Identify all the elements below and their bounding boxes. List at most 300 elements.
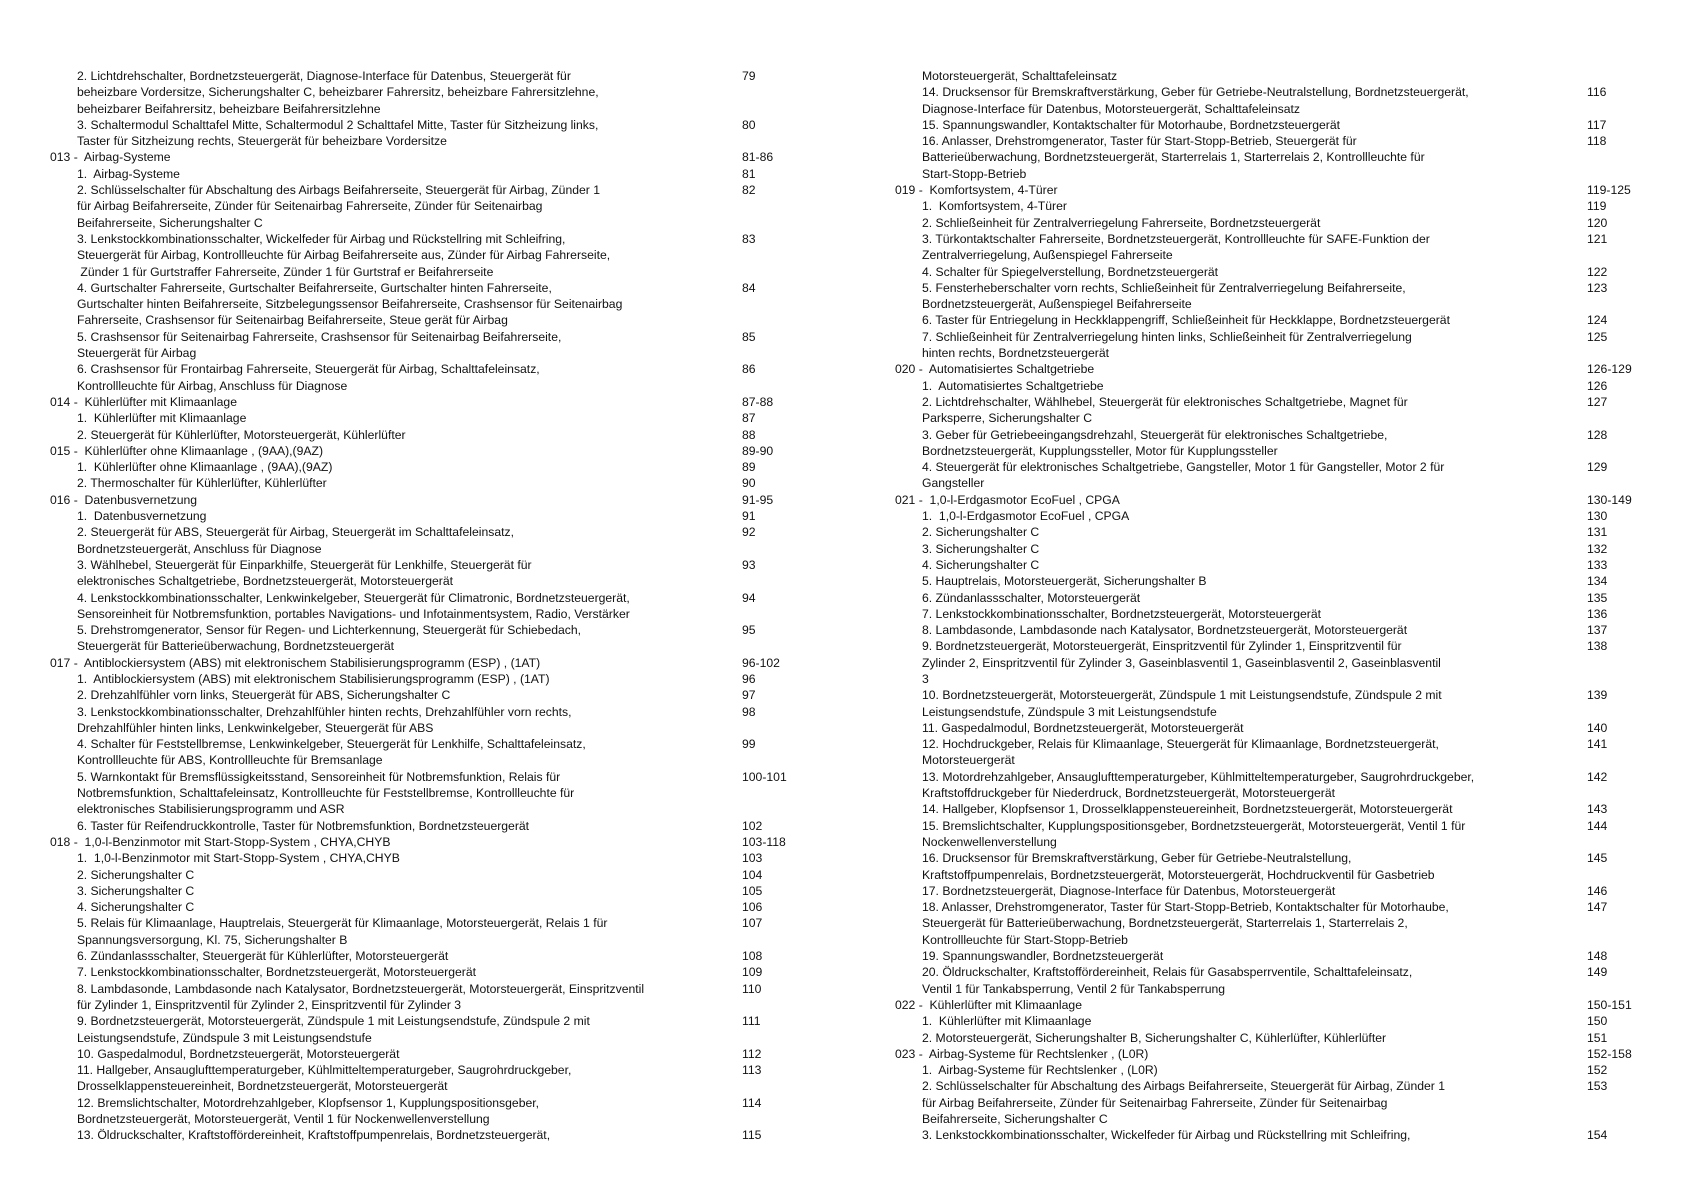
toc-entry (50, 117, 800, 150)
toc-entry (895, 394, 1645, 427)
toc-entry-text (50, 410, 740, 426)
toc-entry (895, 687, 1645, 720)
toc-page-number: 92 (742, 525, 756, 540)
toc-page-number: 154 (1587, 1128, 1608, 1143)
toc-entry-text (50, 769, 740, 818)
toc-entry-line: Parksperre, Sicherungshalter C (922, 411, 1093, 426)
toc-entry (50, 1062, 800, 1095)
toc-page-number: 127 (1587, 394, 1608, 409)
toc-entry-text (50, 557, 740, 590)
toc-entry-line: 1. Automatisiertes Schaltgetriebe (922, 378, 1104, 393)
toc-page-number: 141 (1587, 737, 1608, 752)
toc-page-number: 134 (1587, 574, 1608, 589)
toc-entry-line: 014 - Kühlerlüfter mit Klimaanlage (50, 394, 237, 409)
toc-entry (895, 1062, 1645, 1078)
toc-entry-text (50, 1013, 740, 1046)
toc-page-number: 89 (742, 460, 756, 475)
toc-entry-line: Nockenwellenverstellung (922, 834, 1057, 849)
toc-entry-text (895, 948, 1585, 964)
toc-page-number: 149 (1587, 965, 1608, 980)
toc-page-number: 88 (742, 427, 756, 442)
toc-entry-line: 4. Schalter für Feststellbremse, Lenkwinkelgeber, Steuergerät für Lenkhilfe, Schalttafeleinsatz, (77, 737, 586, 752)
toc-entry (50, 850, 800, 866)
toc-page-number: 132 (1587, 541, 1608, 556)
toc-entry-text (895, 801, 1585, 817)
toc-entry (895, 720, 1645, 736)
toc-entry-line: 15. Bremslichtschalter, Kupplungspositionsgeber, Bordnetzsteuergerät, Motorsteuergerät, Ventil 1 für (922, 818, 1466, 833)
toc-entry-text (895, 541, 1585, 557)
toc-entry-text (895, 590, 1585, 606)
toc-entry-line: 3. Lenkstockkombinationsschalter, Wickelfeder für Airbag und Rückstellring mit Schleifring, (77, 231, 566, 246)
toc-entry-line: Gangsteller (922, 476, 985, 491)
toc-entry-line: 1. 1,0-l-Erdgasmotor EcoFuel , CPGA (922, 509, 1130, 524)
toc-section-heading (50, 149, 800, 165)
toc-entry-line: Kontrollleuchte für Start-Stopp-Betrieb (922, 932, 1128, 947)
toc-entry-line: 2. Schlüsselschalter für Abschaltung des Airbags Beifahrerseite, Steuergerät für Airbag, Zünder 1 (77, 183, 601, 198)
toc-entry (895, 850, 1645, 883)
toc-entry-text (895, 769, 1585, 802)
toc-page-number: 147 (1587, 900, 1608, 915)
toc-entry-line: für Airbag Beifahrerseite, Zünder für Seitenairbag Fahrerseite, Zünder für Seitenairbag (77, 199, 543, 214)
toc-entry (50, 671, 800, 687)
toc-entry-line: hinten rechts, Bordnetzsteuergerät (922, 346, 1109, 361)
toc-entry-text (50, 427, 740, 443)
toc-page-number: 109 (742, 965, 763, 980)
toc-entry-line: für Airbag Beifahrerseite, Zünder für Seitenairbag Fahrerseite, Zünder für Seitenairbag (922, 1095, 1388, 1110)
toc-page-number: 115 (742, 1128, 762, 1143)
toc-entry-line: für Zylinder 1, Einspritzventil für Zylinder 2, Einspritzventil für Zylinder 3 (77, 997, 462, 1012)
toc-page-number: 99 (742, 737, 756, 752)
toc-page-number: 83 (742, 231, 756, 246)
toc-section-heading (50, 492, 800, 508)
toc-entry-text (895, 459, 1585, 492)
toc-entry-text (50, 883, 740, 899)
toc-page-number: 93 (742, 557, 756, 572)
toc-entry-line: Drosselklappensteuereinheit, Bordnetzsteuergerät, Motorsteuergerät (77, 1079, 448, 1094)
toc-page-number: 81-86 (742, 150, 774, 165)
toc-entry-line: Bordnetzsteuergerät, Motorsteuergerät, Ventil 1 für Nockenwellenverstellung (77, 1112, 490, 1126)
toc-entry-line: Beifahrerseite, Sicherungshalter C (922, 1112, 1108, 1126)
toc-entry-text (895, 1013, 1585, 1029)
toc-entry-line: 14. Hallgeber, Klopfsensor 1, Drosselklappensteuereinheit, Bordnetzsteuergerät, Motorsteuergerät (922, 802, 1453, 817)
toc-page-number: 82 (742, 183, 756, 198)
toc-page-number: 90 (742, 476, 756, 491)
toc-entry-text (895, 964, 1585, 997)
toc-page-number: 143 (1587, 802, 1608, 817)
toc-entry-line: 3. Sicherungshalter C (922, 541, 1040, 556)
toc-entry-text (895, 215, 1585, 231)
toc-entry (895, 573, 1645, 589)
toc-entry (895, 378, 1645, 394)
toc-entry-line: 13. Motordrehzahlgeber, Ansauglufttemperaturgeber, Kühlmitteltemperaturgeber, Saugrohrdruckgeber, (922, 769, 1475, 784)
toc-page-number: 136 (1587, 606, 1608, 621)
toc-entry-line: 017 - Antiblockiersystem (ABS) mit elektronischem Stabilisierungsprogramm (ESP) , (1AT) (50, 655, 541, 670)
toc-entry-line: 2. Sicherungshalter C (922, 525, 1040, 540)
toc-page-number: 150 (1587, 1014, 1608, 1029)
toc-entry-line: Motorsteuergerät, Schalttafeleinsatz (922, 69, 1118, 83)
toc-entry-text (50, 182, 740, 231)
toc-entry-line: 8. Lambdasonde, Lambdasonde nach Katalysator, Bordnetzsteuergerät, Motorsteuergerät (922, 623, 1408, 638)
toc-entry-line: 5. Hauptrelais, Motorsteuergerät, Sicherungshalter B (922, 574, 1207, 589)
toc-entry-text (50, 834, 740, 850)
toc-entry (895, 231, 1645, 264)
toc-entry (50, 361, 800, 394)
toc-entry-line: 6. Taster für Reifendruckkontrolle, Taster für Notbremsfunktion, Bordnetzsteuergerät (77, 818, 530, 833)
toc-entry-line: 1. Kühlerlüfter mit Klimaanlage (77, 411, 247, 426)
toc-entry-text (50, 149, 740, 165)
toc-entry-line: Notbremsfunktion, Schalttafeleinsatz, Kontrollleuchte für Feststellbremse, Kontrollleuchte für (77, 786, 575, 801)
toc-entry (50, 736, 800, 769)
toc-entry-line: Zünder 1 für Gurtstraffer Fahrerseite, Zünder 1 für Gurtstraf er Beifahrerseite (77, 264, 494, 279)
toc-page-number: 87 (742, 411, 756, 426)
toc-entry (50, 704, 800, 737)
toc-entry (50, 280, 800, 329)
toc-entry (895, 769, 1645, 802)
toc-entry-line: Ventil 1 für Tankabsperrung, Ventil 2 für Tankabsperrung (922, 981, 1226, 996)
toc-entry-line: Steuergerät für Airbag (77, 346, 197, 361)
toc-entry (50, 1095, 800, 1128)
toc-entry-line: 2. Schließeinheit für Zentralverriegelung Fahrerseite, Bordnetzsteuergerät (922, 215, 1321, 230)
toc-entry-text (895, 720, 1585, 736)
toc-entry (50, 329, 800, 362)
toc-page-number: 120 (1587, 215, 1608, 230)
toc-entry (50, 981, 800, 1014)
toc-page-number: 111 (742, 1014, 761, 1029)
toc-entry-text (50, 1095, 740, 1128)
toc-page-number: 98 (742, 704, 756, 719)
toc-section-heading (50, 655, 800, 671)
toc-entry (50, 590, 800, 623)
toc-entry-text (895, 850, 1585, 883)
toc-entry-text (50, 1046, 740, 1062)
toc-entry (50, 427, 800, 443)
toc-page-number: 128 (1587, 427, 1608, 442)
toc-entry-line: Fahrerseite, Crashsensor für Seitenairbag Beifahrerseite, Steue gerät für Airbag (77, 313, 508, 328)
toc-page-number: 152 (1587, 1063, 1608, 1078)
toc-entry (50, 475, 800, 491)
toc-entry (895, 606, 1645, 622)
toc-entry-text (895, 394, 1585, 427)
toc-entry (50, 769, 800, 818)
toc-section-heading (895, 182, 1645, 198)
toc-entry-line: 2. Motorsteuergerät, Sicherungshalter B, Sicherungshalter C, Kühlerlüfter, Kühlerlüfter (922, 1030, 1387, 1045)
toc-entry-text (50, 622, 740, 655)
toc-entry-line: Diagnose-Interface für Datenbus, Motorsteuergerät, Schalttafeleinsatz (922, 101, 1301, 116)
toc-entry-text (50, 443, 740, 459)
toc-entry-text (895, 361, 1585, 377)
toc-page-number: 130 (1587, 509, 1608, 524)
toc-page-number: 125 (1587, 329, 1608, 344)
toc-entry-line: 12. Bremslichtschalter, Motordrehzahlgeber, Klopfsensor 1, Kupplungspositionsgeber, (77, 1095, 540, 1110)
toc-entry-text (895, 638, 1585, 687)
toc-page-number: 106 (742, 900, 763, 915)
toc-entry-text (895, 198, 1585, 214)
toc-entry-line: 5. Fensterheberschalter vorn rechts, Schließeinheit für Zentralverriegelung Beifahrerseite, (922, 280, 1406, 295)
toc-entry (50, 948, 800, 964)
toc-page-number: 96-102 (742, 655, 780, 670)
toc-entry-text (50, 850, 740, 866)
toc-entry (50, 1013, 800, 1046)
toc-entry (895, 133, 1645, 182)
toc-entry-text (895, 573, 1585, 589)
toc-entry-line: 2. Lichtdrehschalter, Bordnetzsteuergerät, Diagnose-Interface für Datenbus, Steuergerät für (77, 69, 571, 83)
toc-entry (50, 867, 800, 883)
toc-entry-text (50, 736, 740, 769)
toc-entry (895, 1127, 1645, 1143)
toc-entry-line: 3. Geber für Getriebeeingangsdrehzahl, Steuergerät für elektronisches Schaltgetriebe, (922, 427, 1388, 442)
toc-entry (895, 590, 1645, 606)
toc-entry-line: 10. Gaspedalmodul, Bordnetzsteuergerät, Motorsteuergerät (77, 1046, 400, 1061)
toc-entry-text (50, 68, 740, 117)
toc-page-number: 100-101 (742, 769, 787, 784)
toc-entry (895, 68, 1645, 84)
toc-entry-line: Taster für Sitzheizung rechts, Steuergerät für beheizbare Vordersitze (77, 134, 447, 149)
toc-entry-line: 13. Öldruckschalter, Kraftstoffördereinheit, Kraftstoffpumpenrelais, Bordnetzsteuergerät, (77, 1128, 551, 1143)
toc-entry (50, 899, 800, 915)
toc-entry-line: Sensoreinheit für Notbremsfunktion, portables Navigations- und Infotainmentsystem, Radio, Verstärker (77, 606, 630, 621)
toc-page-number: 118 (1587, 134, 1607, 149)
toc-entry-text (895, 264, 1585, 280)
toc-entry (895, 557, 1645, 573)
toc-entry-line: 6. Crashsensor für Frontairbag Fahrerseite, Steuergerät für Airbag, Schalttafeleinsatz, (77, 362, 540, 377)
toc-entry-line: Zylinder 2, Einspritzventil für Zylinder 3, Gaseinblasventil 1, Gaseinblasventil 2, Gaseinblasventil (922, 655, 1441, 670)
toc-entry-text (895, 997, 1585, 1013)
toc-entry-text (895, 1046, 1585, 1062)
toc-page-number: 140 (1587, 720, 1608, 735)
toc-entry-text (50, 280, 740, 329)
toc-entry-line: Leistungsendstufe, Zündspule 3 mit Leistungsendstufe (922, 704, 1217, 719)
toc-entry-line: 018 - 1,0-l-Benzinmotor mit Start-Stopp-System , CHYA,CHYB (50, 834, 391, 849)
toc-page-number: 135 (1587, 590, 1608, 605)
toc-entry-line: 4. Lenkstockkombinationsschalter, Lenkwinkelgeber, Steuergerät für Climatronic, Bordnetzsteuergerät, (77, 590, 630, 605)
toc-entry-line: 5. Drehstromgenerator, Sensor für Regen- und Lichterkennung, Steuergerät für Schiebedach, (77, 623, 582, 638)
toc-page-number: 124 (1587, 313, 1608, 328)
toc-entry-line: 11. Gaspedalmodul, Bordnetzsteuergerät, Motorsteuergerät (922, 720, 1244, 735)
toc-section-heading (895, 997, 1645, 1013)
toc-entry (895, 280, 1645, 313)
toc-entry (895, 329, 1645, 362)
toc-entry-line: 5. Warnkontakt für Bremsflüssigkeitsstand, Sensoreinheit für Notbremsfunktion, Relais für (77, 769, 561, 784)
toc-entry-line: 9. Bordnetzsteuergerät, Motorsteuergerät, Einspritzventil für Zylinder 1, Einspritzventil für (922, 639, 1402, 654)
toc-entry-text (50, 117, 740, 150)
toc-entry-text (895, 899, 1585, 948)
toc-column-right (895, 68, 1645, 1144)
toc-entry-text (895, 84, 1585, 117)
toc-entry (50, 915, 800, 948)
toc-entry-line: 14. Drucksensor für Bremskraftverstärkung, Geber für Getriebe-Neutralstellung, Bordnetzsteuergerät, (922, 85, 1469, 100)
toc-entry (50, 818, 800, 834)
toc-entry-line: 8. Lambdasonde, Lambdasonde nach Katalysator, Bordnetzsteuergerät, Motorsteuergerät, Einspritzventil (77, 981, 645, 996)
toc-page-number: 151 (1587, 1030, 1608, 1045)
toc-page-number: 103-118 (742, 834, 786, 849)
toc-entry (895, 801, 1645, 817)
toc-entry-line: 3 (922, 671, 929, 686)
toc-entry-line: Bordnetzsteuergerät, Anschluss für Diagnose (77, 541, 322, 556)
toc-entry-text (895, 133, 1585, 182)
toc-entry (895, 215, 1645, 231)
toc-entry-line: 016 - Datenbusvernetzung (50, 492, 198, 507)
toc-entry-text (50, 867, 740, 883)
toc-page-number: 121 (1587, 231, 1608, 246)
toc-entry-line: 3. Sicherungshalter C (77, 883, 195, 898)
toc-page-number: 145 (1587, 851, 1608, 866)
toc-entry-line: 3. Lenkstockkombinationsschalter, Drehzahlfühler hinten rechts, Drehzahlfühler vorn rechts, (77, 704, 572, 719)
toc-entry (895, 459, 1645, 492)
toc-page-number: 104 (742, 867, 763, 882)
toc-entry-text (895, 492, 1585, 508)
toc-entry-line: elektronisches Stabilisierungsprogramm und ASR (77, 802, 345, 817)
toc-entry-text (895, 329, 1585, 362)
toc-entry-line: 7. Lenkstockkombinationsschalter, Bordnetzsteuergerät, Motorsteuergerät (77, 965, 477, 980)
toc-entry-line: Gurtschalter hinten Beifahrerseite, Sitzbelegungssensor Beifahrerseite, Crashsensor für Seitenairbag (77, 297, 623, 312)
toc-entry-text (50, 329, 740, 362)
toc-entry-line: Kraftstoffpumpenrelais, Bordnetzsteuergerät, Motorsteuergerät, Hochdruckventil für Gasbetrieb (922, 867, 1435, 882)
toc-page-number: 87-88 (742, 394, 774, 409)
toc-entry-line: 5. Crashsensor für Seitenairbag Fahrerseite, Crashsensor für Seitenairbag Beifahrerseite, (77, 329, 562, 344)
toc-page-number: 133 (1587, 557, 1608, 572)
toc-page-number: 95 (742, 623, 756, 638)
toc-entry-text (50, 475, 740, 491)
toc-entry (50, 410, 800, 426)
toc-entry-text (895, 606, 1585, 622)
toc-entry-line: 10. Bordnetzsteuergerät, Motorsteuergerät, Zündspule 1 mit Leistungsendstufe, Zündspule 2 mit (922, 688, 1442, 703)
toc-entry-line: 1. Airbag-Systeme (77, 166, 180, 181)
toc-entry (895, 622, 1645, 638)
toc-entry-line: 019 - Komfortsystem, 4-Türer (895, 183, 1058, 198)
toc-entry (50, 231, 800, 280)
toc-page-number: 119 (1587, 199, 1607, 214)
toc-page-number: 91 (742, 509, 756, 524)
toc-entry-line: 1. Airbag-Systeme für Rechtslenker , (L0R) (922, 1063, 1158, 1078)
toc-page-number: 91-95 (742, 492, 774, 507)
toc-entry-text (50, 818, 740, 834)
toc-entry-line: 16. Drucksensor für Bremskraftverstärkung, Geber für Getriebe-Neutralstellung, (922, 851, 1352, 866)
toc-page-number: 80 (742, 117, 756, 132)
toc-entry-line: Zentralverriegelung, Außenspiegel Fahrerseite (922, 248, 1173, 263)
toc-page-number: 79 (742, 69, 756, 83)
toc-entry-text (895, 557, 1585, 573)
toc-entry-text (895, 182, 1585, 198)
toc-entry-text (50, 964, 740, 980)
toc-entry-line: Steuergerät für Batterieüberwachung, Bordnetzsteuergerät (77, 639, 395, 654)
toc-entry-line: 2. Drehzahlfühler vorn links, Steuergerät für ABS, Sicherungshalter C (77, 688, 451, 703)
toc-entry-line: 2. Thermoschalter für Kühlerlüfter, Kühlerlüfter (77, 476, 327, 491)
toc-entry-line: 11. Hallgeber, Ansauglufttemperaturgeber, Kühlmitteltemperaturgeber, Saugrohrdruckgeber, (77, 1063, 572, 1078)
toc-entry-text (50, 590, 740, 623)
toc-section-heading (50, 443, 800, 459)
toc-column-left (50, 68, 800, 1144)
toc-entry-line: 12. Hochdruckgeber, Relais für Klimaanlage, Steuergerät für Klimaanlage, Bordnetzsteuergerät, (922, 737, 1439, 752)
toc-entry-line: 1. Kühlerlüfter mit Klimaanlage (922, 1014, 1092, 1029)
toc-entry-line: 015 - Kühlerlüfter ohne Klimaanlage , (9AA),(9AZ) (50, 443, 323, 458)
toc-entry-line: 3. Lenkstockkombinationsschalter, Wickelfeder für Airbag und Rückstellring mit Schleifring, (922, 1128, 1411, 1143)
toc-entry-text (895, 427, 1585, 460)
toc-entry-line: 19. Spannungswandler, Bordnetzsteuergerät (922, 949, 1164, 964)
toc-entry (895, 638, 1645, 687)
toc-entry-line: 20. Öldruckschalter, Kraftstoffördereinheit, Relais für Gasabsperrventile, Schalttafeleinsatz, (922, 965, 1413, 980)
toc-page-number: 114 (742, 1095, 762, 1110)
toc-entry-text (50, 948, 740, 964)
toc-entry-line: Drehzahlfühler hinten links, Lenkwinkelgeber, Steuergerät für ABS (77, 720, 434, 735)
toc-entry-line: 020 - Automatisiertes Schaltgetriebe (895, 362, 1095, 377)
toc-entry-line: 18. Anlasser, Drehstromgenerator, Taster für Start-Stopp-Betrieb, Kontaktschalter für Motorhaube, (922, 900, 1449, 915)
toc-entry-text (50, 655, 740, 671)
toc-entry-text (50, 361, 740, 394)
toc-entry-text (895, 883, 1585, 899)
toc-entry-line: 1. 1,0-l-Benzinmotor mit Start-Stopp-System , CHYA,CHYB (77, 851, 400, 866)
toc-page-number: 139 (1587, 688, 1608, 703)
toc-entry-line: 16. Anlasser, Drehstromgenerator, Taster für Start-Stopp-Betrieb, Steuergerät für (922, 134, 1357, 149)
toc-entry-line: 1. Datenbusvernetzung (77, 509, 207, 524)
toc-page-number: 94 (742, 590, 756, 605)
toc-entry-line: Kraftstoffdruckgeber für Niederdruck, Bordnetzsteuergerät, Motorsteuergerät (922, 786, 1336, 801)
toc-entry-line: 3. Türkontaktschalter Fahrerseite, Bordnetzsteuergerät, Kontrollleuchte für SAFE-Funktion der (922, 231, 1430, 246)
toc-page-number: 152-158 (1587, 1046, 1632, 1061)
toc-page-number: 122 (1587, 264, 1608, 279)
toc-page-number: 119-125 (1587, 183, 1631, 198)
toc-entry (50, 166, 800, 182)
toc-entry (895, 312, 1645, 328)
toc-section-heading (895, 361, 1645, 377)
toc-entry-line: 15. Spannungswandler, Kontaktschalter für Motorhaube, Bordnetzsteuergerät (922, 117, 1341, 132)
toc-entry-line: Leistungsendstufe, Zündspule 3 mit Leistungsendstufe (77, 1030, 372, 1045)
toc-page-number: 130-149 (1587, 492, 1632, 507)
toc-section-heading (50, 394, 800, 410)
toc-entry (895, 1030, 1645, 1046)
toc-entry (50, 68, 800, 117)
toc-entry-line: 2. Sicherungshalter C (77, 867, 195, 882)
toc-entry (895, 818, 1645, 851)
toc-entry-text (50, 394, 740, 410)
toc-entry-text (895, 378, 1585, 394)
toc-entry (895, 198, 1645, 214)
toc-entry-line: Start-Stopp-Betrieb (922, 166, 1027, 181)
toc-entry-text (50, 981, 740, 1014)
toc-entry-text (895, 231, 1585, 264)
toc-page-number: 113 (742, 1063, 762, 1078)
toc-entry-line: Kontrollleuchte für Airbag, Anschluss für Diagnose (77, 378, 348, 393)
toc-entry-line: 3. Wählhebel, Steuergerät für Einparkhilfe, Steuergerät für Lenkhilfe, Steuergerät für (77, 557, 532, 572)
toc-entry-text (895, 1078, 1585, 1127)
toc-entry (50, 687, 800, 703)
toc-entry-line: Motorsteuergerät (922, 753, 1015, 768)
toc-entry-line: Bordnetzsteuergerät, Kupplungssteller, Motor für Kupplungssteller (922, 443, 1278, 458)
toc-entry-line: beheizbare Vordersitze, Sicherungshalter C, beheizbarer Fahrersitz, beheizbare Fahrersitzlehne, (77, 85, 599, 100)
toc-entry-text (50, 1062, 740, 1095)
toc-page-number: 107 (742, 916, 763, 931)
toc-entry (50, 524, 800, 557)
toc-page-number: 153 (1587, 1079, 1608, 1094)
toc-entry-text (50, 671, 740, 687)
toc-entry (895, 736, 1645, 769)
toc-page-number: 117 (1587, 117, 1607, 132)
toc-entry-line: 6. Taster für Entriegelung in Heckklappengriff, Schließeinheit für Heckklappe, Bordnetzsteuergerät (922, 313, 1450, 328)
toc-entry-text (895, 687, 1585, 720)
toc-entry-line: 5. Relais für Klimaanlage, Hauptrelais, Steuergerät für Klimaanlage, Motorsteuergerät, Relais 1 für (77, 916, 608, 931)
toc-entry-line: 2. Steuergerät für ABS, Steuergerät für Airbag, Steuergerät im Schalttafeleinsatz, (77, 525, 514, 540)
toc-entry (50, 508, 800, 524)
toc-page-number: 116 (1587, 85, 1607, 100)
toc-page-number: 96 (742, 671, 756, 686)
toc-entry-text (50, 704, 740, 737)
toc-entry (895, 899, 1645, 948)
toc-page-number: 110 (742, 981, 762, 996)
toc-page-number: 138 (1587, 639, 1608, 654)
toc-entry-text (50, 915, 740, 948)
toc-entry-line: beheizbarer Beifahrersitz, beheizbare Beifahrersitzlehne (77, 101, 381, 116)
toc-entry-line: 2. Steuergerät für Kühlerlüfter, Motorsteuergerät, Kühlerlüfter (77, 427, 406, 442)
toc-entry-line: 4. Steuergerät für elektronisches Schaltgetriebe, Gangsteller, Motor 1 für Gangsteller, Motor 2 für (922, 460, 1445, 475)
